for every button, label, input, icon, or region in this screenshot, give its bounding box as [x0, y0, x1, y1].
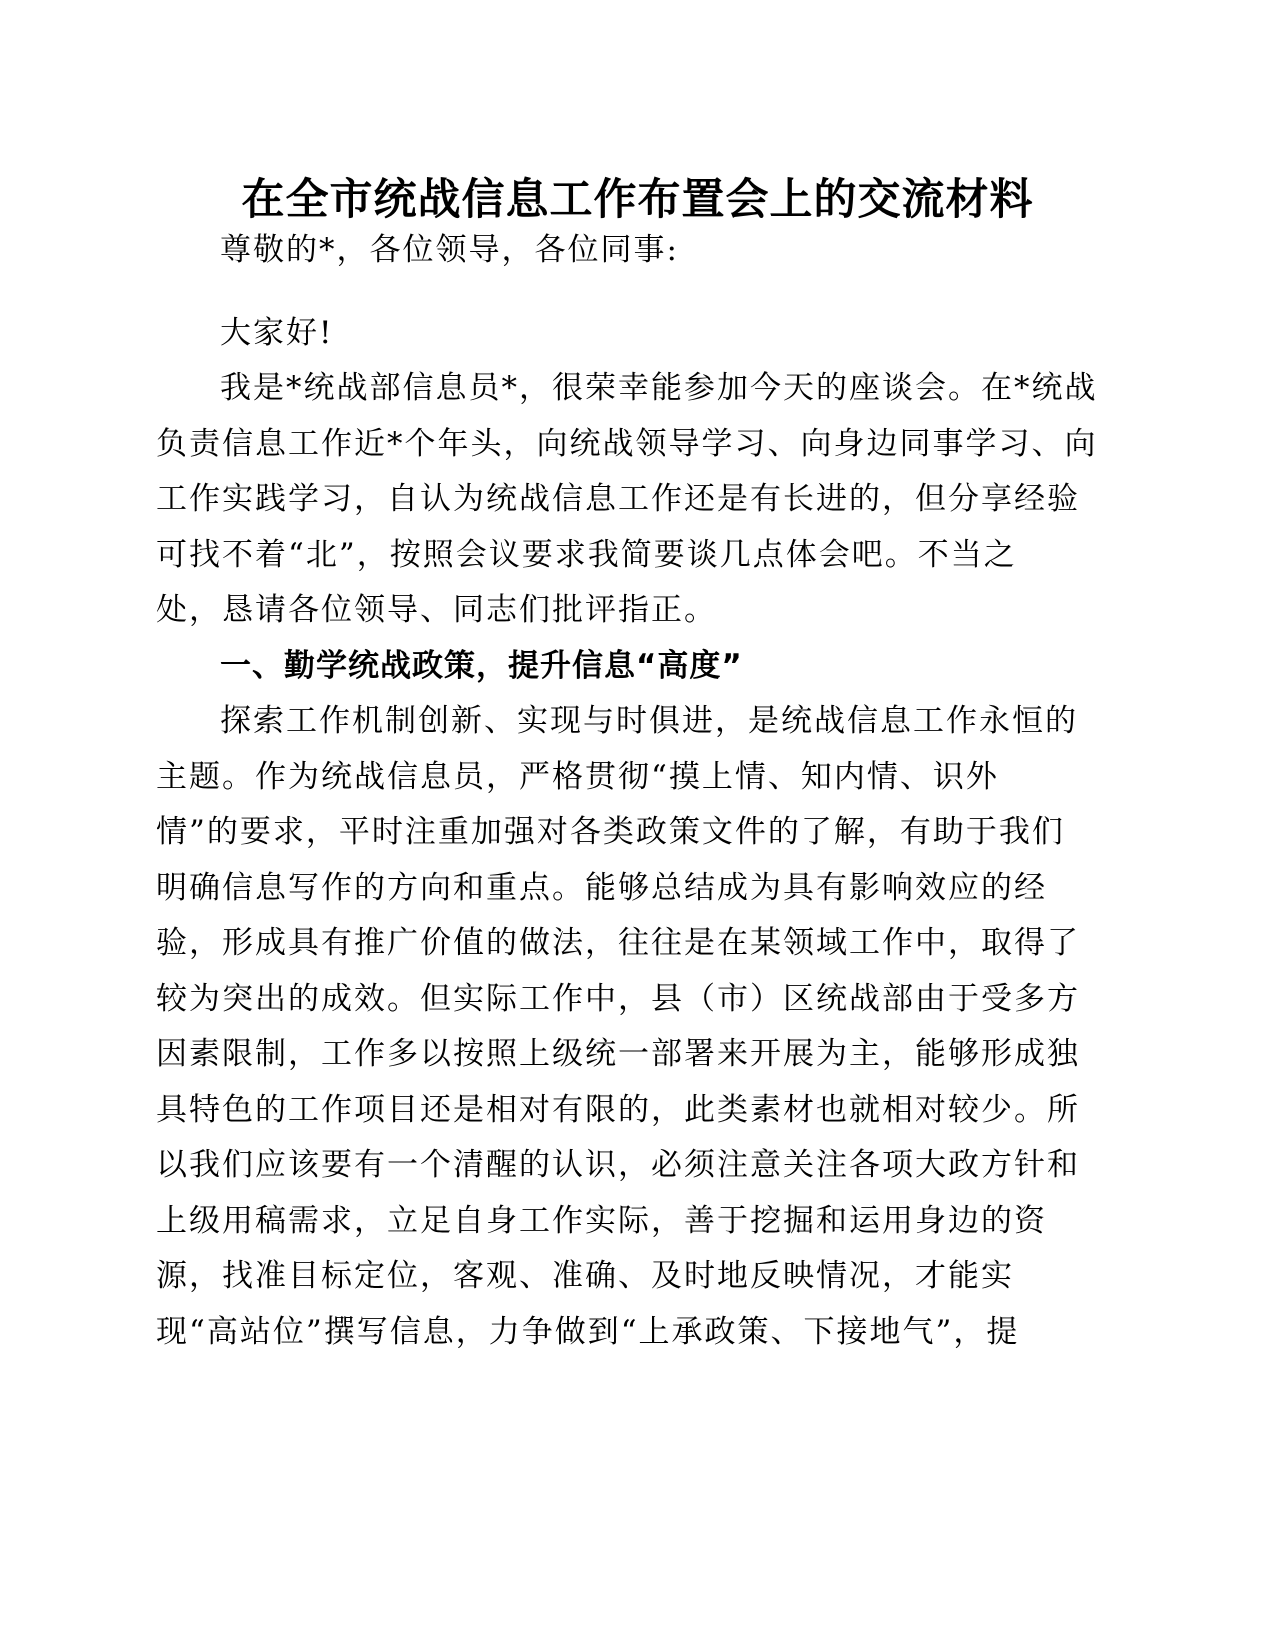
paragraph-line: 工作实践学习，自认为统战信息工作还是有长进的，但分享经验: [156, 481, 1080, 517]
paragraph-line: 验，形成具有推广价值的做法，往往是在某领域工作中，取得了: [156, 925, 1080, 961]
paragraph-line: 情”的要求，平时注重加强对各类政策文件的了解，有助于我们: [156, 814, 1065, 850]
paragraph-line: 可找不着“北”，按照会议要求我简要谈几点体会吧。不当之: [156, 537, 1017, 573]
paragraph-line: 源，找准目标定位，客观、准确、及时地反映情况，才能实: [156, 1258, 1014, 1294]
document-title: 在全市统战信息工作布置会上的交流材料: [241, 175, 1034, 225]
paragraph-line: 处，恳请各位领导、同志们批评指正。: [156, 592, 717, 628]
paragraph-line: 因素限制，工作多以按照上级统一部署来开展为主，能够形成独: [156, 1036, 1080, 1072]
paragraph-line: 负责信息工作近*个年头，向统战领导学习、向身边同事学习、向: [156, 426, 1098, 462]
paragraph-line: 较为突出的成效。但实际工作中，县（市）区统战部由于受多方: [156, 981, 1080, 1017]
section-heading: 一、勤学统战政策，提升信息“高度”: [220, 648, 743, 684]
paragraph-line: 我是*统战部信息员*，很荣幸能参加今天的座谈会。在*统战: [220, 370, 1098, 406]
paragraph-line: 明确信息写作的方向和重点。能够总结成为具有影响效应的经: [156, 870, 1047, 906]
paragraph-line: 现“高站位”撰写信息，力争做到“上承政策、下接地气”，提: [156, 1314, 1020, 1350]
greeting-line: 大家好!: [220, 315, 334, 351]
paragraph-line: 上级用稿需求，立足自身工作实际，善于挖掘和运用身边的资: [156, 1203, 1047, 1239]
paragraph-line: 探索工作机制创新、实现与时俱进，是统战信息工作永恒的: [220, 703, 1078, 739]
salutation-line: 尊敬的*，各位领导，各位同事:: [220, 232, 679, 268]
paragraph-line: 以我们应该要有一个清醒的认识，必须注意关注各项大政方针和: [156, 1147, 1080, 1183]
paragraph-line: 主题。作为统战信息员，严格贯彻“摸上情、知内情、识外: [156, 759, 999, 795]
paragraph-line: 具特色的工作项目还是相对有限的，此类素材也就相对较少。所: [156, 1092, 1080, 1128]
